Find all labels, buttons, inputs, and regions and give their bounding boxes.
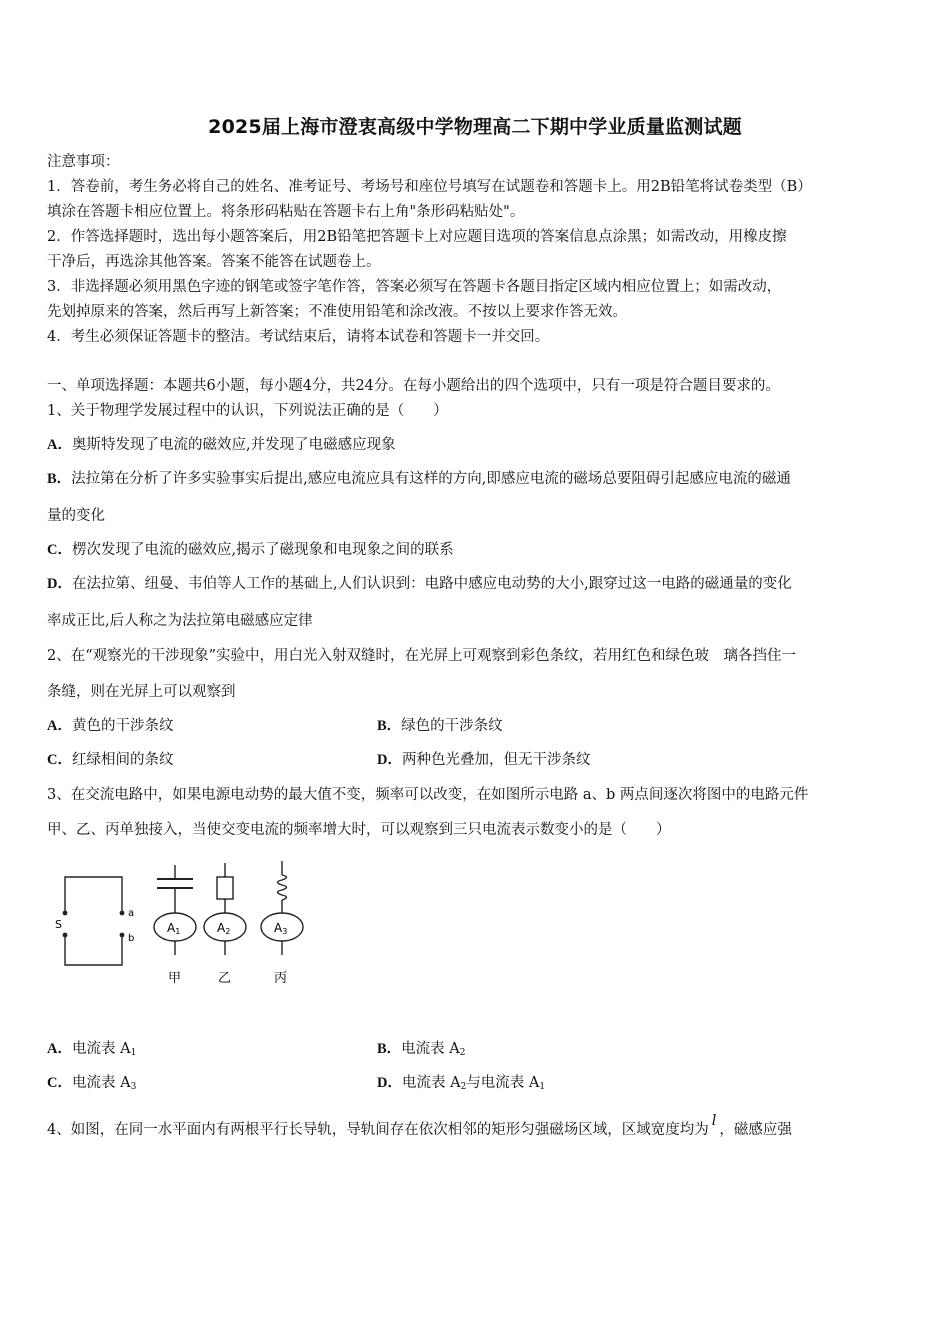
notice-item-2-line-2: 干净后，再选涂其他答案。答案不能答在试题卷上。 [47, 254, 381, 270]
meter-subscript: 2 [225, 927, 231, 936]
option-label: A． [47, 1041, 72, 1057]
notice-item-1-line-1: 1．答卷前，考生务必将自己的姓名、准考证号、考场号和座位号填写在试题卷和答题卡上。用2B铅笔将试卷类型（B） [47, 179, 812, 195]
option-text: 电流表 A [71, 1075, 131, 1091]
section-heading: 一、单项选择题：本题共6小题，每小题4分，共24分。在每小题给出的四个选项中，只有一项是符合题目要求的。 [47, 378, 780, 394]
option-text: 黄色的干涉条纹 [71, 718, 174, 734]
question-2-option-c [47, 750, 173, 770]
option-text: 红绿相间的条纹 [71, 752, 174, 768]
question-1-option-c [47, 540, 454, 560]
option-label: B． [377, 1041, 402, 1057]
inductor-coil [278, 875, 287, 900]
meter-letter: A [167, 921, 176, 935]
circuit-wire [65, 877, 122, 913]
notice-item-4: 4．考生必须保证答题卡的整洁。考试结束后，请将本试卷和答题卡一并交回。 [47, 329, 550, 345]
question-4-stem [47, 1113, 792, 1140]
page-title: 2025届上海市澄衷高级中学物理高二下期中学业质量监测试题 [208, 116, 742, 138]
option-text: 与电流表 A [466, 1075, 540, 1091]
element-2-label: 乙 [218, 971, 232, 986]
notice-item-1-line-2: 填涂在答题卡相应位置上。将条形码粘贴在答题卡右上角"条形码粘贴处"。 [47, 204, 525, 220]
option-subscript: 2 [460, 1082, 467, 1092]
option-text: 两种色光叠加，但无干涉条纹 [401, 752, 591, 768]
option-subscript: 3 [130, 1082, 137, 1092]
option-label: C． [47, 752, 72, 768]
symbol-l: l [711, 1113, 717, 1129]
option-text: 电流表 A [401, 1075, 461, 1091]
option-text: 电流表 A [401, 1041, 460, 1057]
option-text: 在法拉第、纽曼、韦伯等人工作的基础上,人们认识到：电路中感应电动势的大小,跟穿过这一电路的磁通量的变化 [71, 576, 792, 592]
meter-subscript: 1 [175, 927, 181, 936]
ammeter-3-label [274, 921, 287, 936]
stem-text: 4、如图，在同一水平面内有两根平行长导轨，导轨间存在依次相邻的矩形匀强磁场区域，区域宽度均为 [47, 1122, 709, 1138]
stem-text: ，磁感应强 [719, 1122, 792, 1138]
question-1-option-d-cont: 率成正比,后人称之为法拉第电磁感应定律 [47, 613, 313, 629]
terminal-b-label: b [128, 933, 135, 944]
question-3-option-d [377, 1073, 545, 1097]
question-3-option-b [377, 1039, 466, 1063]
option-label: D． [377, 752, 402, 768]
question-2-stem-line-1: 2、在“观察光的干涉现象”实验中，用白光入射双缝时，在光屏上可观察到彩色条纹，若用红色和绿色玻 璃各挡住一 [47, 648, 797, 664]
option-label: B． [377, 718, 402, 734]
option-label: D． [377, 1075, 402, 1091]
question-3-stem-line-2: 甲、乙、丙单独接入，当使交变电流的频率增大时，可以观察到三只电流表示数变小的是（ ） [47, 822, 671, 838]
question-3-stem-line-1: 3、在交流电路中，如果电源电动势的最大值不变，频率可以改变，在如图所示电路 a、b 两点间逐次将图中的电路元件 [47, 787, 809, 803]
option-subscript: 1 [130, 1048, 137, 1058]
notice-item-3-line-2: 先划掉原来的答案，然后再写上新答案；不准使用铅笔和涂改液。不按以上要求作答无效。 [47, 304, 627, 320]
resistor [217, 877, 233, 899]
ammeter-2-label [217, 921, 230, 936]
option-label: B． [47, 471, 72, 487]
question-1-option-b-cont: 量的变化 [47, 508, 105, 524]
terminal-dot [63, 933, 68, 938]
option-text: 法拉第在分析了许多实验事实后提出,感应电流应具有这样的方向,即感应电流的磁场总要阻碍引起感应电流的磁通 [71, 471, 791, 487]
terminal-a-label: a [128, 908, 135, 919]
option-subscript: 1 [539, 1082, 546, 1092]
option-text: 绿色的干涉条纹 [401, 718, 503, 734]
option-label: A． [47, 718, 72, 734]
notice-heading: 注意事项： [47, 154, 120, 170]
notice-item-2-line-1: 2．作答选择题时，选出每小题答案后，用2B铅笔把答题卡上对应题目选项的答案信息点涂黑；如需改动，用橡皮擦 [47, 229, 787, 245]
question-1-option-d [47, 574, 792, 594]
question-2-option-a [47, 716, 173, 736]
meter-subscript: 3 [282, 927, 288, 936]
terminal-dot-a [120, 911, 125, 916]
question-2-stem-line-2: 条缝，则在光屏上可以观察到 [47, 684, 236, 700]
question-1-option-a [47, 435, 396, 455]
option-label: A． [47, 437, 72, 453]
question-3-option-a [47, 1039, 136, 1063]
circuit-figure [50, 855, 310, 990]
meter-letter: A [217, 921, 226, 935]
option-label: C． [47, 1075, 72, 1091]
question-1-stem: 1、关于物理学发展过程中的认识，下列说法正确的是（ ） [47, 403, 448, 419]
option-subscript: 2 [459, 1048, 466, 1058]
element-1-label: 甲 [168, 971, 182, 986]
question-3-option-c [47, 1073, 136, 1097]
question-2-option-b [377, 716, 503, 736]
meter-letter: A [274, 921, 283, 935]
terminal-dot-b [120, 933, 125, 938]
option-text: 电流表 A [71, 1041, 131, 1057]
option-label: D． [47, 576, 72, 592]
notice-item-3-line-1: 3．非选择题必须用黑色字迹的钢笔或签字笔作答，答案必须写在答题卡各题目指定区域内相应位置上；如需改动， [47, 279, 782, 295]
option-text: 奥斯特发现了电流的磁效应,并发现了电磁感应现象 [71, 437, 396, 453]
question-1-option-b [47, 469, 791, 489]
ammeter-1-label [167, 921, 180, 936]
option-label: C． [47, 542, 72, 558]
element-3-label: 丙 [274, 971, 288, 986]
source-label: S [55, 918, 62, 931]
question-2-option-d [377, 750, 590, 770]
circuit-wire [65, 935, 122, 965]
terminal-dot [63, 911, 68, 916]
option-text: 楞次发现了电流的磁效应,揭示了磁现象和电现象之间的联系 [71, 542, 454, 558]
